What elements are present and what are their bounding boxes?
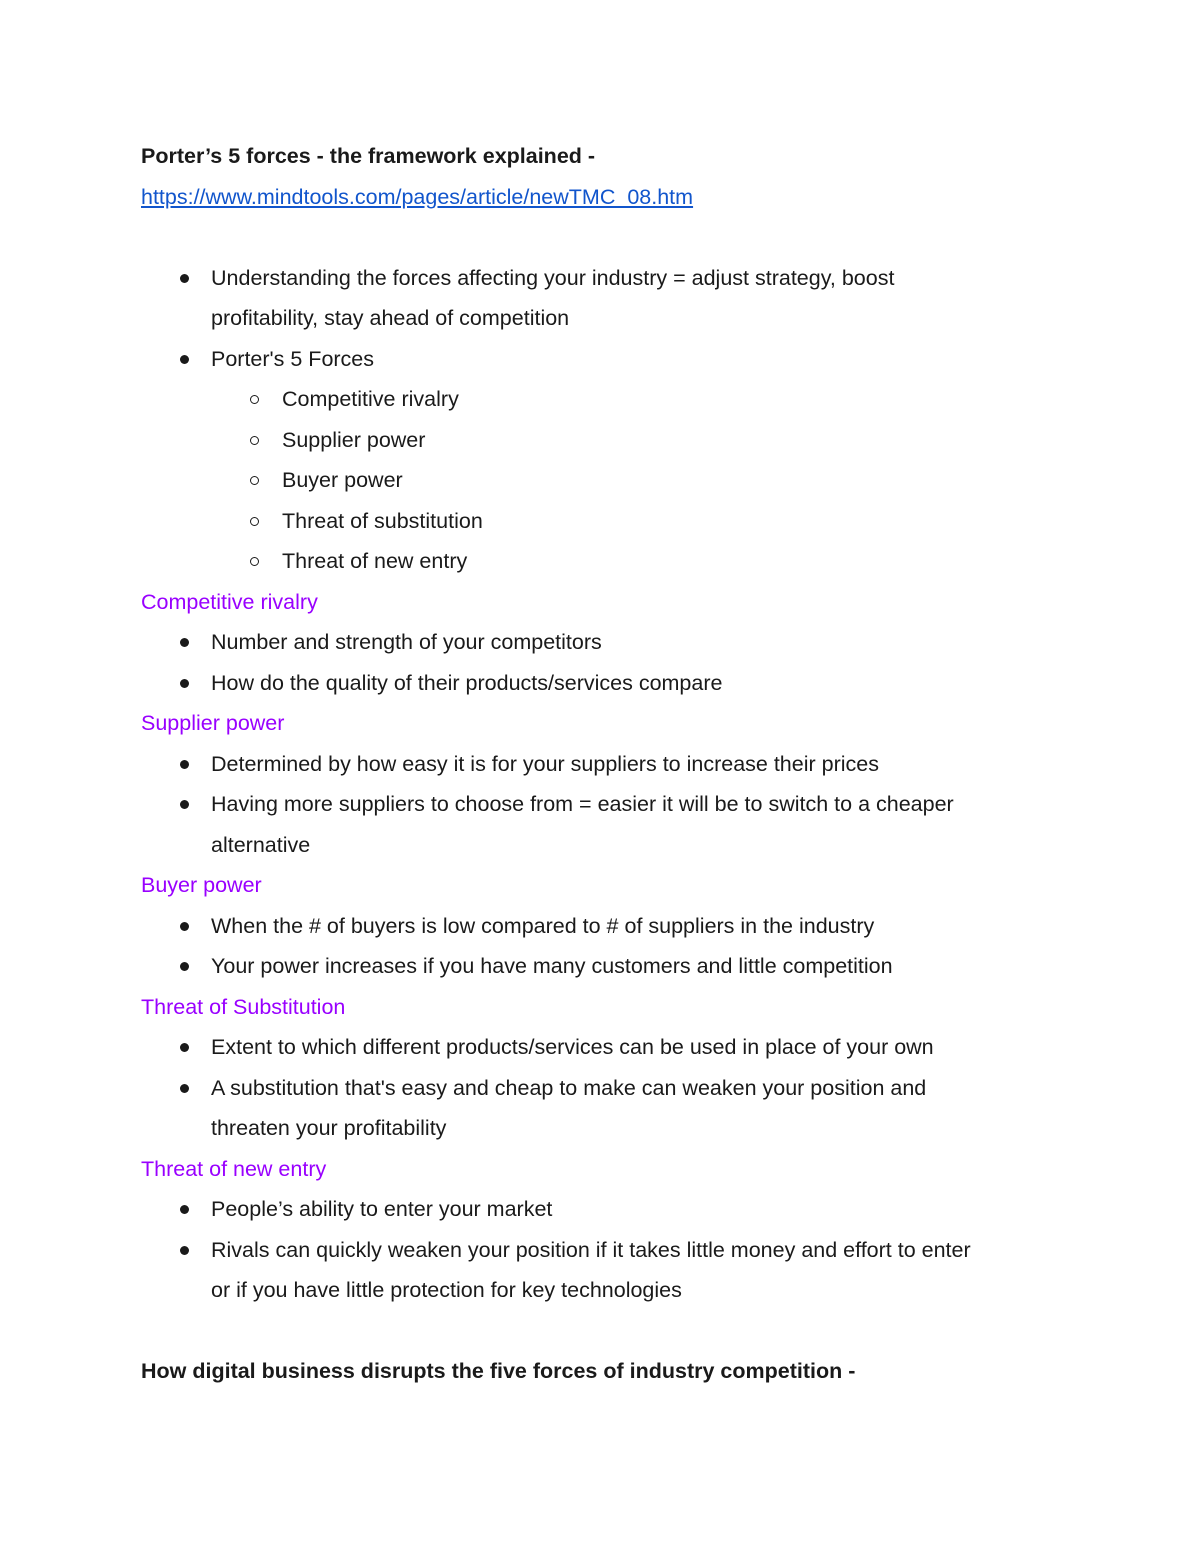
bullet-icon xyxy=(180,922,189,931)
document-page xyxy=(141,136,1081,1392)
list-item: Having more suppliers to choose from = easier it will be to switch to a cheaper alternative xyxy=(141,784,1081,865)
section-heading-supplier-power: Supplier power xyxy=(141,711,285,735)
bullet-icon xyxy=(180,1084,189,1093)
sublist-item: Buyer power xyxy=(141,460,1081,501)
blank-line xyxy=(141,1311,1081,1352)
hollow-bullet-icon xyxy=(250,557,259,566)
list-item: Your power increases if you have many customers and little competition xyxy=(141,946,1081,987)
list-item: Determined by how easy it is for your suppliers to increase their prices xyxy=(141,744,1081,785)
hollow-bullet-icon xyxy=(250,517,259,526)
bullet-icon xyxy=(180,1043,189,1052)
list-item: Extent to which different products/services can be used in place of your own xyxy=(141,1027,1081,1068)
list-item: People’s ability to enter your market xyxy=(141,1189,1081,1230)
section-list xyxy=(141,1027,1081,1149)
hollow-bullet-icon xyxy=(250,395,259,404)
hollow-bullet-icon xyxy=(250,476,259,485)
sublist-item: Supplier power xyxy=(141,420,1081,461)
hollow-bullet-icon xyxy=(250,436,259,445)
article-link[interactable]: https://www.mindtools.com/pages/article/newTMC_08.htm xyxy=(141,184,694,209)
sublist-item: Threat of substitution xyxy=(141,501,1081,542)
bullet-icon xyxy=(180,1205,189,1214)
list-item: Rivals can quickly weaken your position if it takes little money and effort to enter or if you have little protection for key technologies xyxy=(141,1230,1081,1311)
section-heading-threat-of-new-entry: Threat of new entry xyxy=(141,1156,327,1181)
bullet-icon xyxy=(180,638,189,647)
bullet-icon xyxy=(180,962,189,971)
list-item: Understanding the forces affecting your industry = adjust strategy, boost profitability, stay ahead of competition xyxy=(141,258,1081,339)
bullet-icon xyxy=(180,800,189,809)
section-heading-competitive-rivalry: Competitive rivalry xyxy=(141,589,318,614)
list-item: When the # of buyers is low compared to # of suppliers in the industry xyxy=(141,906,1081,947)
blank-line xyxy=(141,217,1081,258)
section-list xyxy=(141,906,1081,987)
intro-list xyxy=(141,258,1081,380)
bullet-icon xyxy=(180,355,189,364)
document-title: Porter’s 5 forces - the framework explained - xyxy=(141,144,596,168)
sublist-item: Competitive rivalry xyxy=(141,379,1081,420)
bullet-icon xyxy=(180,274,189,283)
section-heading-threat-of-substitution: Threat of Substitution xyxy=(141,994,346,1019)
list-item: How do the quality of their products/services compare xyxy=(141,663,1081,704)
forces-sublist xyxy=(141,379,1081,582)
section-list xyxy=(141,622,1081,703)
section-list xyxy=(141,744,1081,866)
bullet-icon xyxy=(180,760,189,769)
sublist-item: Threat of new entry xyxy=(141,541,1081,582)
list-item: Number and strength of your competitors xyxy=(141,622,1081,663)
list-item: Porter's 5 Forces xyxy=(141,339,1081,380)
section-heading-buyer-power: Buyer power xyxy=(141,873,262,897)
bullet-icon xyxy=(180,679,189,688)
section-list xyxy=(141,1189,1081,1311)
footer-heading: How digital business disrupts the five forces of industry competition - xyxy=(141,1359,856,1383)
bullet-icon xyxy=(180,1246,189,1255)
list-item: A substitution that's easy and cheap to make can weaken your position and threaten your profitability xyxy=(141,1068,1081,1149)
